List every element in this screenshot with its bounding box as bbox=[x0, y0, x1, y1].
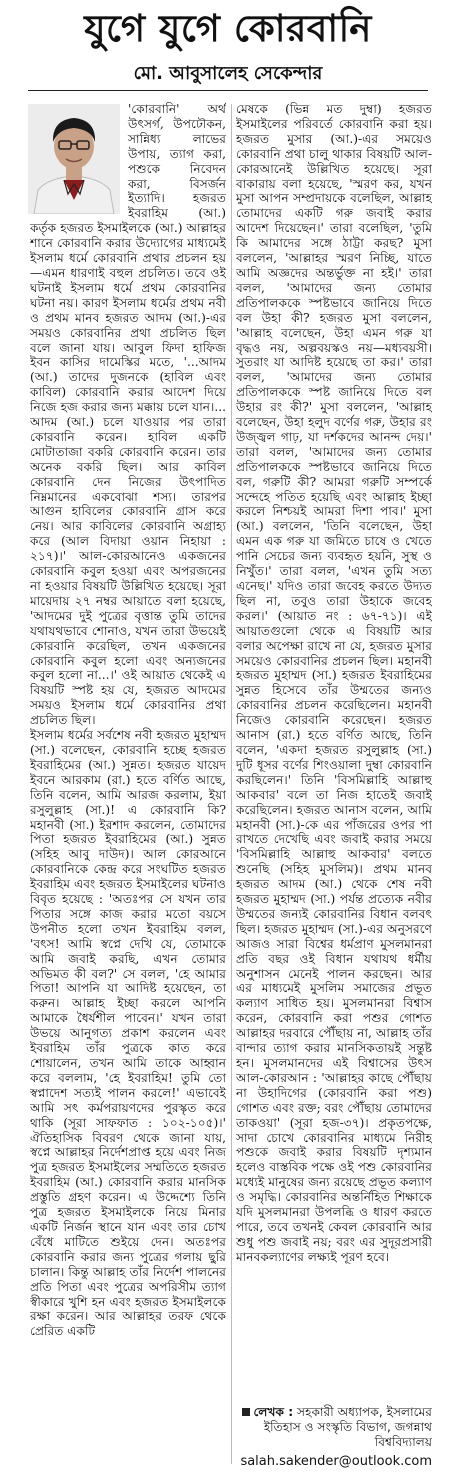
article-paragraph: 'কোরবানি' অর্থ উৎসর্গ, উপঢৌকন, সান্নিধ্য লাভের উপায়, ত্যাগ করা, পশুকে নিবেদন করা, বিসর্জন ইত্যাদি। হজরত ইবরাহিম (আ.) কর্তৃক হজরত ইসমাইলকে (আ.) আল্লাহর শানে কোরবানি করার উদ্যোগের মাধ্যমেই ইসলাম ধর্মে কোরবানি প্রথার প্রচলন হয়—এমন ধারণাই বহুল প্রচলিত। তবে ওই ঘটনাই ইসলাম ধর্মে প্রথম কোরবানির ঘটনা নয়। কারণ ইসলাম ধর্মের প্রথম নবী ও প্রথম মানব হজরত আদম (আ.)-এর সময়ও কোরবানির প্রথা প্রচলিত ছিল বলে জানা যায়। আবুল ফিদা হাফিজ ইবন কাসির দামেস্কির মতে, '...আদম (আ.) তাদের দুজনকে (হাবিল এবং কাবিল) কোরবানি করার আদেশ দিয়ে নিজে হজ করার জন্য মক্কায় চলে যান।... আদম (আ.) চলে যাওয়ার পর তারা কোরবানি করেন। হাবিল একটি মোটাতাজা বকরি কোরবানি করেন। তার অনেক বকরি ছিল। আর কাবিল কোরবানি দেন নিজের উৎপাদিত নিম্নমানের একবোঝা শস্য। তারপর আগুন হাবিলের কোরবানি গ্রাস করে নেয়। আর কাবিলের কোরবানি অগ্রাহ্য করে (আল বিদায়া ওয়ান নিহায়া : ২১৭)।' আল-কোরআনেও একজনের কোরবানি কবুল হওয়া এবং অপরজনের না হওয়ার বিষয়টি উল্লিখিত হয়েছে। সূরা মায়েদায় ২৭ নম্বর আয়াতে বলা হয়েছে, 'আদমের দুই পুত্রের বৃত্তান্ত তুমি তাদের যথাযথভাবে শোনাও, যখন তারা উভয়েই কোরবানি করেছিল, তখন একজনের কোরবানি কবুল হলো এবং অন্যজনের কবুল হলো না...।' ওই আয়াত থেকেই এ বিষয়টি স্পষ্ট হয় যে, হজরত আদমের সময়ও ইসলাম ধর্মে কোরবানির প্রথা প্রচলিত ছিল। bbox=[30, 102, 226, 728]
article-column-left bbox=[30, 102, 226, 1467]
article-paragraph: ইসলাম ধর্মের সর্বশেষ নবী হজরত মুহাম্মদ (সা.) বলেছেন, কোরবানি হচ্ছে হজরত ইবরাহিমের (আ.) সুন্নত। হজরত যায়েদ ইবনে আরকাম (রা.) হতে বর্ণিত আছে, তিনি বলেন, আমি আরজ করলাম, ইয়া রসুলুল্লাহ (সা.)! এ কোরবানি কি? মহানবী (সা.) ইরশাদ করলেন, তোমাদের পিতা হজরত ইবরাহিমের (আ.) সুন্নত (সহিহ আবু দাউদ)। আল কোরআনে কোরবানিকে কেন্দ্র করে সংঘটিত হজরত ইবরাহিম এবং হজরত ইসমাইলের ঘটনাও বিবৃত হয়েছে : 'অতঃপর সে যখন তার পিতার সঙ্গে কাজ করার মতো বয়সে উপনীত হলো তখন ইবরাহিম বলল, 'বৎস! আমি স্বপ্নে দেখি যে, তোমাকে আমি জবাই করছি, এখন তোমার অভিমত কী বল?' সে বলল, 'হে আমার পিতা! আপনি যা আদিষ্ট হয়েছেন, তা করুন। আল্লাহ ইচ্ছা করলে আপনি আমাকে ধৈর্যশীল পাবেন।' যখন তারা উভয়ে আনুগত্য প্রকাশ করলেন এবং ইবরাহিম তাঁর পুত্রকে কাত করে শোয়ালেন, তখন আমি তাকে আহ্বান করে বললাম, 'হে ইবরাহিম! তুমি তো স্বপ্নাদেশ সত্যই পালন করলে!' এভাবেই আমি সৎ কর্মপরায়ণদের পুরস্কৃত করে থাকি (সূরা সাফফাত : ১০২-১০৫)।' ঐতিহাসিক বিবরণ থেকে জানা যায়, স্বপ্নে আল্লাহর নির্দেশপ্রাপ্ত হয়ে এবং নিজ পুত্র হজরত ইসমাইলের সম্মতিতে হজরত ইবরাহিম (আ.) কোরবানি করার মানসিক প্রস্তুতি গ্রহণ করেন। এ উদ্দেশ্যে তিনি পুত্র হজরত ইসমাইলকে নিয়ে মিনার একটি নির্জন স্থানে যান এবং তার চোখ বেঁধে মাটিতে শুইয়ে দেন। অতঃপর কোরবানি করার জন্য পুত্রের গলায় ছুরি চালান। কিন্তু আল্লাহ তাঁর নির্দেশ পালনের প্রতি পিতা এবং পুত্রের অপরিসীম ত্যাগ স্বীকারে খুশি হন এবং হজরত ইসমাইলকে রক্ষা করেন। আর আল্লাহর তরফ থেকে প্রেরিত একটি bbox=[30, 728, 226, 1339]
article-headline: যুগে যুগে কোরবানি bbox=[84, 7, 372, 50]
square-bullet-icon bbox=[242, 1408, 250, 1416]
article-paragraph: মেষকে (ভিন্ন মত দুম্বা) হজরত ইসমাইলের পরিবর্তে কোরবানি করা হয়। হজরত মুসার (আ.)-এর সময়েও কোরবানি প্রথা চালু থাকার বিষয়টি আল-কোরআনেই উল্লিখিত হয়েছে। সূরা বাকারায় বলা হয়েছে, 'স্মরণ কর, যখন মুসা আপন সম্প্রদায়কে বলেছিল, আল্লাহ তোমাদের একটি গরু জবাই করার আদেশ দিয়েছেন।' তারা বলেছিল, 'তুমি কি আমাদের সঙ্গে ঠাট্টা করছ? মুসা বললেন, 'আল্লাহর স্মরণ নিচ্ছি, যাতে আমি অজ্ঞদের অন্তর্ভুক্ত না হই।' তারা বলল, 'আমাদের জন্য তোমার প্রতিপালককে স্পষ্টভাবে জানিয়ে দিতে বল উহা কী? হজরত মুসা বললেন, 'আল্লাহ বলেছেন, উহা এমন গরু যা বৃদ্ধও নয়, অল্পবয়স্কও নয়—মধ্যবয়সী। সুতরাং যা আদিষ্ট হয়েছে তা কর।' তারা বলল, 'আমাদের জন্য তোমার প্রতিপালককে স্পষ্ট জানিয়ে দিতে বল উহার রং কী?' মুসা বললেন, 'আল্লাহ বলেছেন, উহা হলুদ বর্ণের গরু, উহার রং উজ্জ্বল গাঢ়, যা দর্শকদের আনন্দ দেয়।' তারা বলল, 'আমাদের জন্য তোমার প্রতিপালককে স্পষ্টভাবে জানিয়ে দিতে বল, গরুটি কী? আমরা গরুটি সম্পর্কে সন্দেহে পতিত হয়েছি এবং আল্লাহ ইচ্ছা করলে নিশ্চয়ই আমরা দিশা পাব।' মুসা (আ.) বললেন, 'তিনি বলেছেন, উহা এমন এক গরু যা জমিতে চাষে ও খেতে পানি সেচের জন্য ব্যবহৃত হয়নি, সুস্থ ও নিখুঁত।' তারা বলল, 'এখন তুমি সত্য এনেছ।' যদিও তারা জবেহ করতে উদ্যত ছিল না, তবুও তারা উহাকে জবেহ করল।' (আয়াত নং : ৬৭-৭১)। এই আয়াতগুলো থেকে এ বিষয়টি আর বলার অপেক্ষা রাখে না যে, হজরত মুসার সময়েও কোরবানির প্রচলন ছিল। মহানবী হজরত মুহাম্মদ (সা.) হজরত ইবরাহিমের সুন্নত হিসেবে তাঁর উম্মতের জন্যও কোরবানির প্রচলন করেছিলেন। মহানবী নিজেও কোরবানি করেছেন। হজরত আনাস (রা.) হতে বর্ণিত আছে, তিনি বলেন, 'একদা হজরত রসুলুল্লাহ (সা.) দুটি ধূসর বর্ণের শিংওয়ালা দুম্বা কোরবানি করছিলেন।' তিনি 'বিসমিল্লাহি আল্লাহু আকবার' বলে তা নিজ হাতেই জবাই করেছিলেন। হজরত আনাস বলেন, আমি মহানবী (সা.)-কে এর পাঁজরের ওপর পা রাখতে দেখেছি এবং জবাই করার সময়ে 'বিসমিল্লাহি আল্লাহু আকবার' বলতে শুনেছি (সহিহ মুসলিম)। প্রথম মানব হজরত আদম (আ.) থেকে শেষ নবী হজরত মুহাম্মদ (সা.) পর্যন্ত প্রত্যেক নবীর উম্মতের জন্যই কোরবানির বিধান বলবৎ ছিল। হজরত মুহাম্মদ (সা.)-এর অনুসরণে আজও সারা বিশ্বের ধর্মপ্রাণ মুসলমানরা প্রতি বছর ওই বিধান যথাযথ ধর্মীয় অনুশাসন মেনেই পালন করছেন। আর এর মাধ্যমেই মুসলিম সমাজের প্রভূত কল্যাণ সাধিত হয়। মুসলমানরা বিশ্বাস করেন, কোরবানি করা পশুর গোশত আল্লাহর দরবারে পৌঁছায় না, আল্লাহ তাঁর বান্দার ত্যাগ করার মানসিকতায়ই সন্তুষ্ট হন। মুসলমানদের এই বিশ্বাসের উৎস আল-কোরআন : 'আল্লাহর কাছে পৌঁছায় না উহাদিগের (কোরবানি করা পশু) গোশত এবং রক্ত; বরং পৌঁছায় তোমাদের তাকওয়া' (সূরা হজ-৩৭)। প্রকৃতপক্ষে, সাদা চোখে কোরবানির মাধ্যমে নিরীহ পশুকে জবাই করার বিষয়টি দৃশ্যমান হলেও বাস্তবিক পক্ষে ওই পশু কোরবানির মধ্যেই মানুষের জন্য রয়েছে প্রভূত কল্যাণ ও সমৃদ্ধি। কোরবানির অন্তর্নিহিত শিক্ষাকে যদি মুসলমানরা উপলব্ধি ও ধারণ করতে পারে, তবে তখনই কেবল কোরবানি আর শুধু পশু জবাই নয়; বরং এর সুদূরপ্রসারী মানবকল্যাণের লক্ষ্যই পূরণ হবে। bbox=[236, 102, 432, 1264]
author-email: salah.sakender@outlook.com bbox=[240, 1454, 432, 1469]
article-column-right bbox=[236, 102, 432, 1402]
portrait-wrap-space bbox=[30, 102, 122, 216]
author-affiliation: সহকারী অধ্যাপক, ইসলামের ইতিহাস ও সংস্কৃতি বিভাগ, জগন্নাথ বিশ্ববিদ্যালয় bbox=[263, 1405, 432, 1449]
author-credit bbox=[236, 1405, 432, 1450]
author-label: লেখক : bbox=[253, 1405, 294, 1419]
author-byline: মো. আবুসালেহ সেকেন্দার bbox=[133, 63, 323, 84]
column-divider bbox=[231, 104, 232, 1464]
header-rule bbox=[28, 90, 428, 91]
